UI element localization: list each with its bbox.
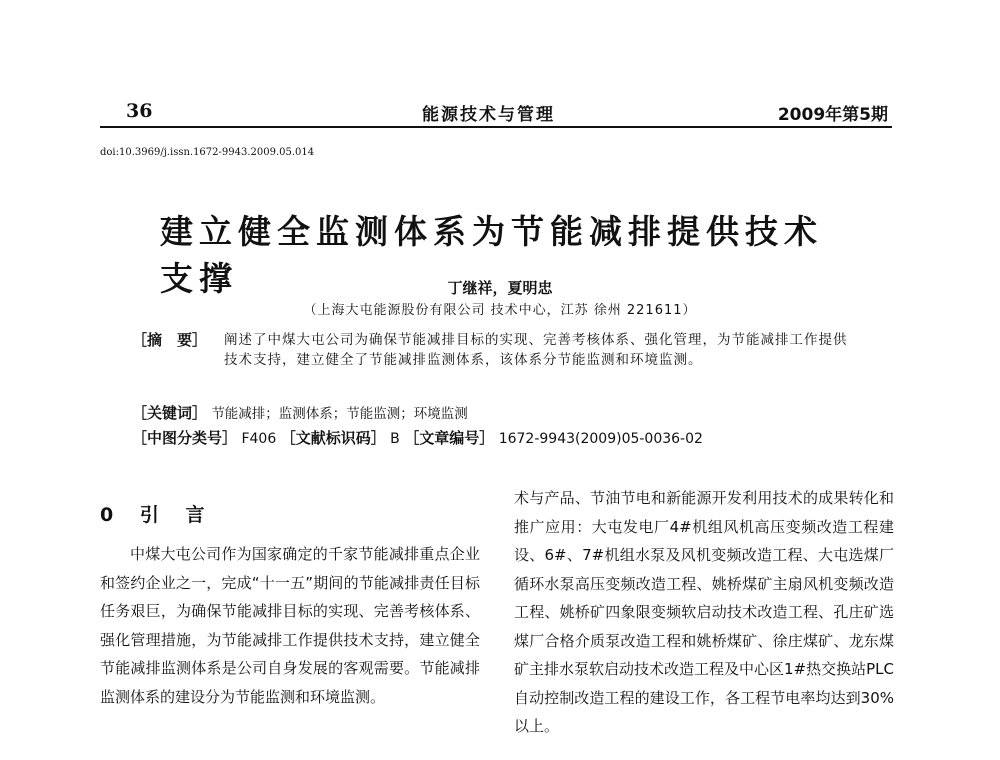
affiliation: （上海大屯能源股份有限公司 技术中心，江苏 徐州 221611）: [303, 303, 697, 318]
page-header: [100, 98, 892, 128]
journal-title: 能源技术与管理: [422, 105, 555, 125]
classification-line: [132, 428, 892, 449]
page-number: 36: [126, 100, 153, 122]
doc-code-value: B: [390, 431, 400, 447]
abstract-text: 阐述了中煤大屯公司为确保节能减排目标的实现、完善考核体系、强化管理，为节能减排工作提供技术支持，建立健全了节能减排监测体系，该体系分节能监测和环境监测。: [224, 332, 848, 368]
keywords: [132, 403, 892, 424]
doc-code-label: ［文献标识码］: [280, 429, 386, 447]
authors: 丁继祥，夏明忠: [447, 279, 553, 297]
keywords-label: ［关键词］: [132, 404, 208, 422]
body-right-paragraph: 术与产品、节油节电和新能源开发利用技术的成果转化和推广应用：大屯发电厂4#机组风机高压变频改造工程建设、6#、7#机组水泵及风机变频改造工程、大屯选煤厂循环水泵高压变频改造工程、姚桥煤矿主扇风机变频改造工程、姚桥矿四象限变频软启动技术改造工程、孔庄矿选煤厂合格介质泵改造工程和姚桥煤矿、徐庄煤矿、龙东煤矿主排水泵软启动技术改造工程及中心区1#热交换站PLC自动控制改造工程的建设工作，各工程节电率均达到30%以上。: [514, 489, 894, 735]
article-title: 建立健全监测体系为节能减排提供技术支撑: [160, 212, 823, 298]
issue-label: 2009年第5期: [777, 105, 888, 125]
clc-label: ［中图分类号］: [132, 429, 238, 447]
article-no-value: 1672-9943(2009)05-0036-02: [498, 431, 703, 447]
section-heading: 0 引 言: [100, 504, 215, 526]
doi: doi:10.3969/j.issn.1672-9943.2009.05.014: [100, 147, 315, 158]
body-left-paragraph: 中煤大屯公司作为国家确定的千家节能减排重点企业和签约企业之一，完成“十一五”期间的节能减排责任目标任务艰巨，为确保节能减排目标的实现、完善考核体系、强化管理措施，为节能减排工作提供技术支持，建立健全节能减排监测体系是公司自身发展的客观需要。节能减排监测体系的建设分为节能监测和环境监测。: [100, 545, 480, 706]
abstract-label: ［摘 要］: [132, 331, 208, 349]
keywords-text: 节能减排；监测体系；节能监测；环境监测: [211, 406, 468, 422]
article-no-label: ［文章编号］: [404, 429, 495, 447]
clc-value: F406: [241, 431, 277, 447]
